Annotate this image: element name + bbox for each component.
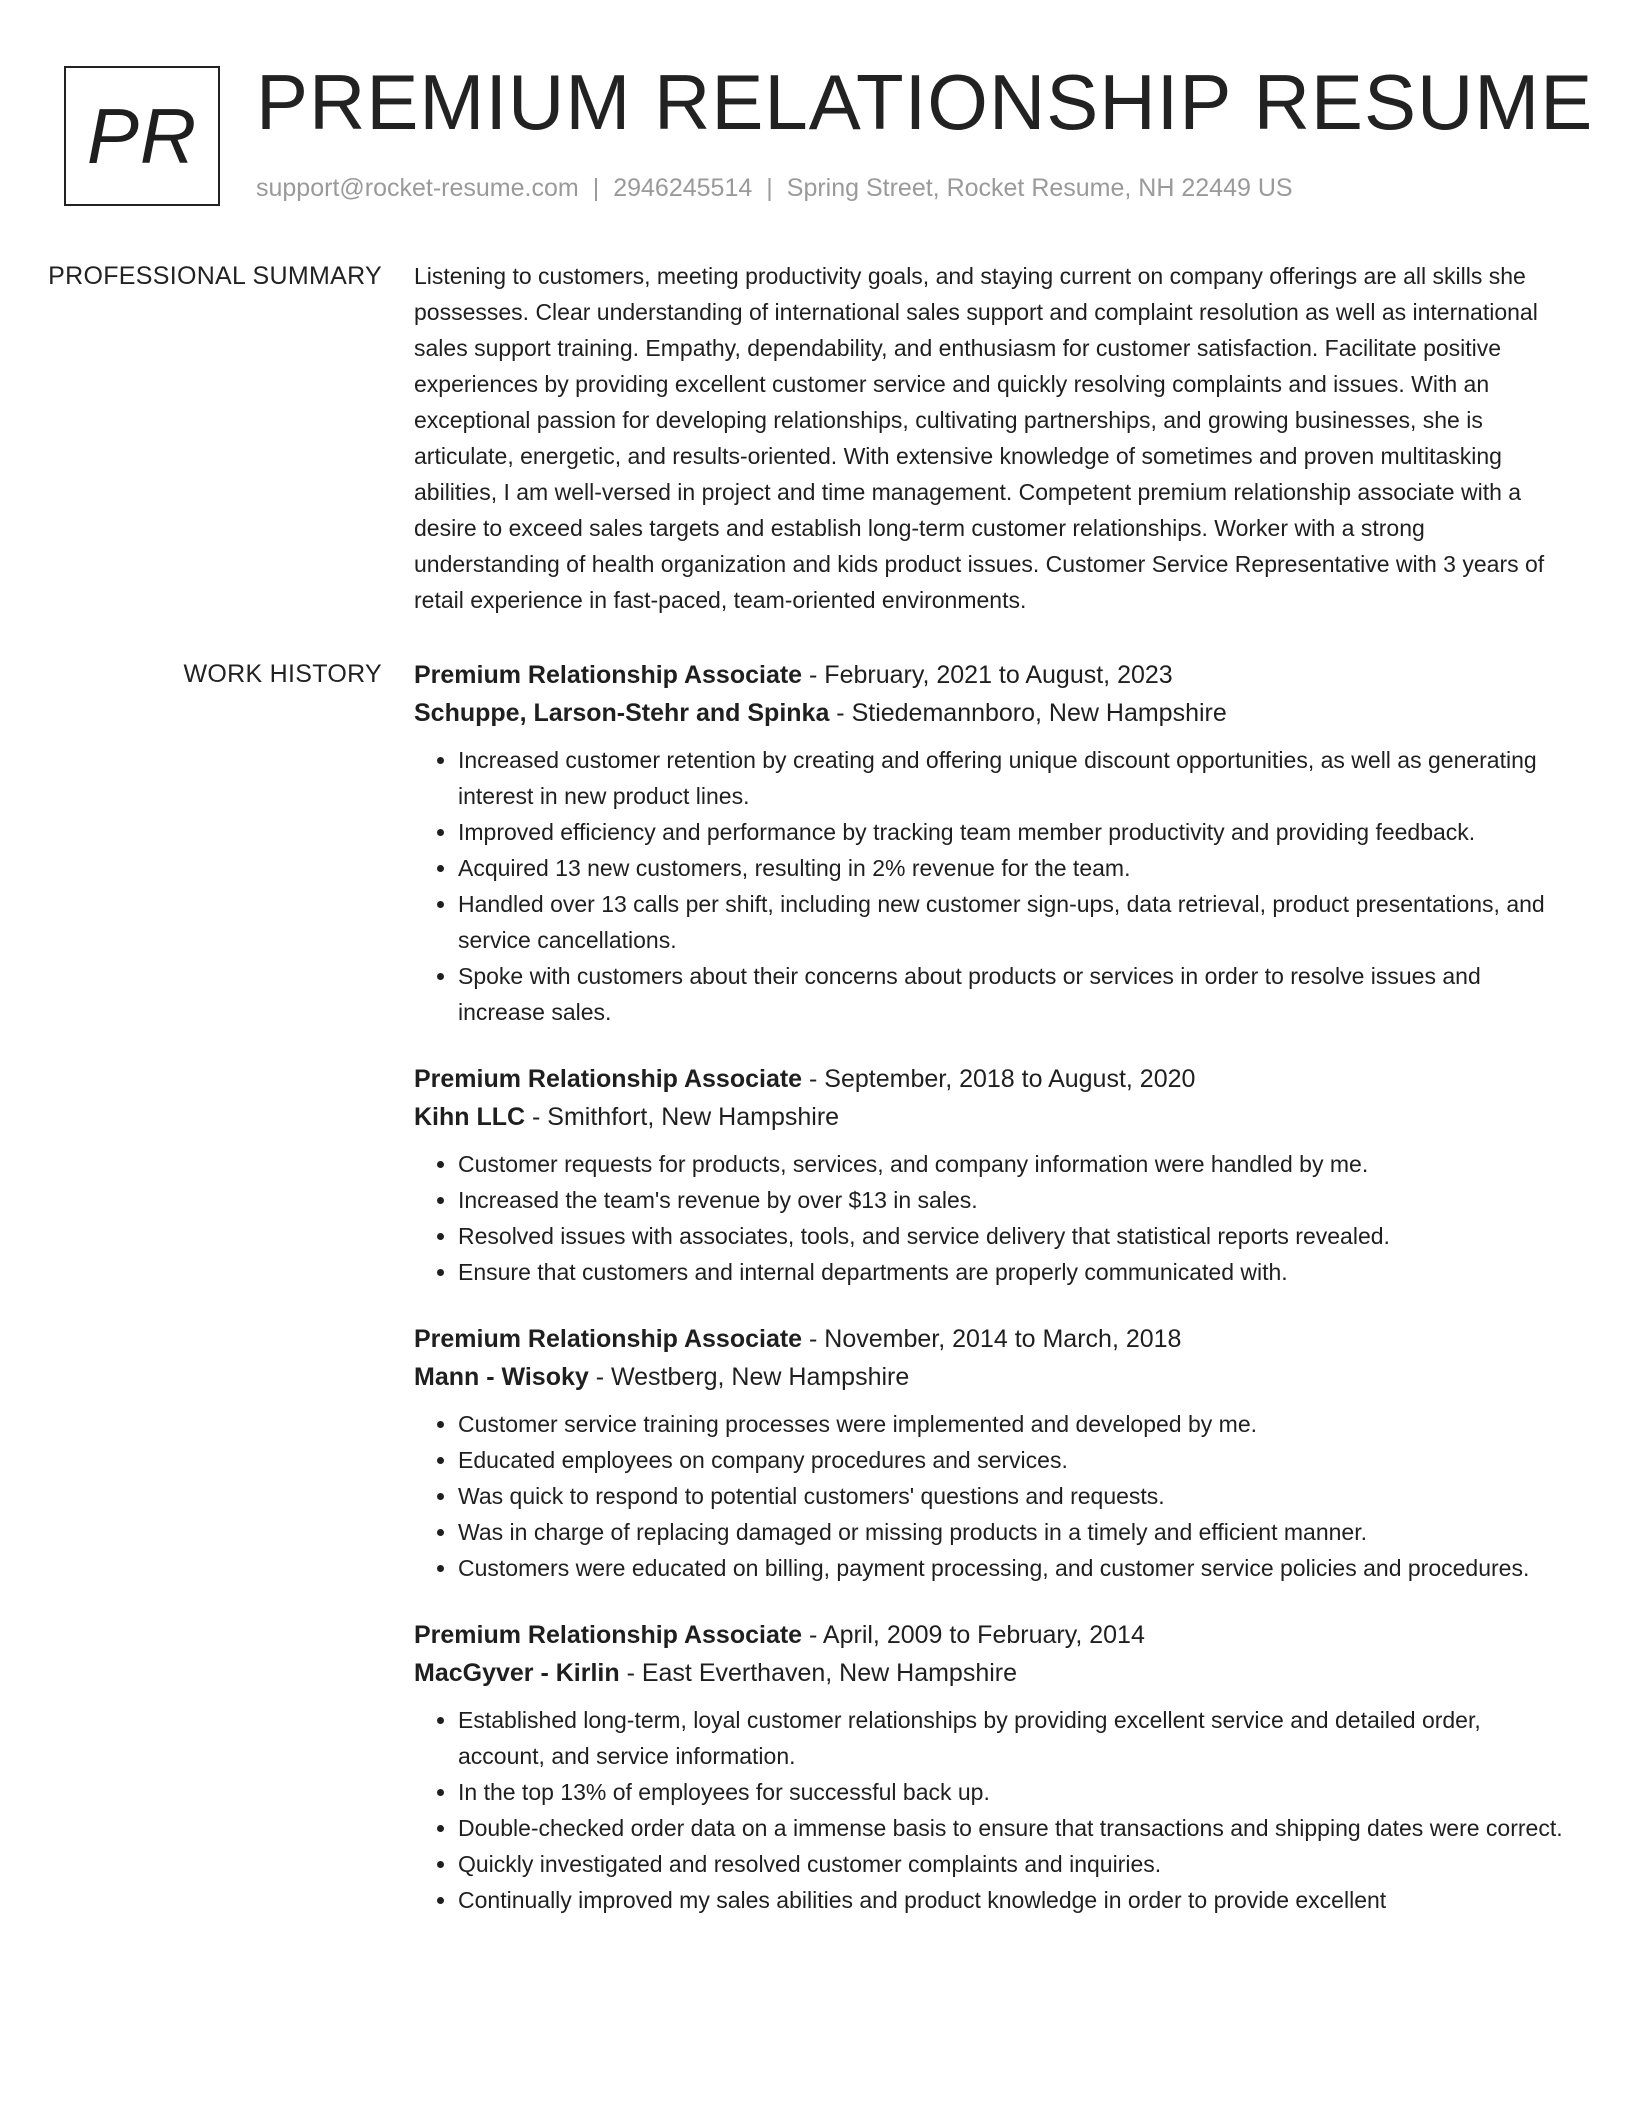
job-bullet: • Educated employees on company procedures and services.	[458, 1442, 1564, 1478]
job-company: MacGyver - Kirlin	[414, 1659, 620, 1687]
job-bullet: • Customers were educated on billing, payment processing, and customer service policies and procedures.	[458, 1550, 1564, 1586]
job-bullet: • Customer requests for products, services, and company information were handled by me.	[458, 1146, 1564, 1182]
job-bullets	[414, 742, 1564, 1030]
job-location: - Westberg, New Hampshire	[588, 1363, 910, 1391]
resume-title: PREMIUM RELATIONSHIP RESUME	[256, 58, 1594, 146]
contact-email: support@rocket-resume.com	[256, 174, 579, 202]
job-location: - East Everthaven, New Hampshire	[619, 1659, 1018, 1687]
job-company-line	[414, 1358, 1564, 1396]
work-history-section	[0, 656, 1632, 1948]
job-bullets	[414, 1406, 1564, 1586]
job-dates: - September, 2018 to August, 2020	[802, 1065, 1196, 1093]
resume-content	[0, 258, 1632, 1986]
summary-text: Listening to customers, meeting productivity goals, and staying current on company offerings are all skills she possesses. Clear understanding of international sales support and complaint resolution as well as international sales support training. Empathy, dependability, and enthusiasm for customer satisfaction. Facilitate positive experiences by providing excellent customer service and quickly resolving complaints and issues. With an exceptional passion for developing relationships, cultivating partnerships, and growing businesses, she is articulate, energetic, and results-oriented. With extensive knowledge of sometimes and proven multitasking abilities, I am well-versed in project and time management. Competent premium relationship associate with a desire to exceed sales targets and establish long-term customer relationships. Worker with a strong understanding of health organization and kids product issues. Customer Service Representative with 3 years of retail experience in fast-paced, team-oriented environments.	[414, 263, 1545, 613]
job-title-line	[414, 1060, 1564, 1098]
job-bullets	[414, 1146, 1564, 1290]
job-company: Mann - Wisoky	[414, 1363, 589, 1391]
job-company: Schuppe, Larson-Stehr and Spinka	[414, 699, 830, 727]
job-location: - Stiedemannboro, New Hampshire	[829, 699, 1227, 727]
job-bullet: • Was quick to respond to potential customers' questions and requests.	[458, 1478, 1564, 1514]
job-title: Premium Relationship Associate	[414, 1621, 803, 1649]
job-company-line	[414, 1654, 1564, 1692]
job-bullet: • Improved efficiency and performance by tracking team member productivity and providing feedback.	[458, 814, 1564, 850]
contact-separator: |	[592, 174, 600, 202]
contact-phone: 2946245514	[613, 174, 753, 202]
job-bullet: • In the top 13% of employees for successful back up.	[458, 1774, 1564, 1810]
job-bullet: • Double-checked order data on a immense basis to ensure that transactions and shipping dates were correct.	[458, 1810, 1564, 1846]
job-entry	[414, 1320, 1564, 1586]
contact-separator: |	[766, 174, 773, 202]
job-bullet: • Ensure that customers and internal departments are properly communicated with.	[458, 1254, 1564, 1290]
job-dates: - April, 2009 to February, 2014	[802, 1621, 1145, 1649]
monogram-box	[64, 66, 220, 206]
job-entry	[414, 1616, 1564, 1918]
summary-section	[0, 258, 1632, 618]
job-title-line	[414, 1616, 1564, 1654]
job-bullet: • Was in charge of replacing damaged or missing products in a timely and efficient manner.	[458, 1514, 1564, 1550]
job-title-line	[414, 1320, 1564, 1358]
job-bullet: • Established long-term, loyal customer relationships by providing excellent service and detailed order, account, and service information.	[458, 1702, 1564, 1774]
job-bullet: • Handled over 13 calls per shift, including new customer sign-ups, data retrieval, product presentations, and service cancellations.	[458, 886, 1564, 958]
jobs-list	[414, 656, 1564, 1948]
job-company-line	[414, 1098, 1564, 1136]
work-history-section-label: WORK HISTORY	[183, 660, 382, 688]
summary-section-label: PROFESSIONAL SUMMARY	[48, 262, 382, 290]
job-location: - Smithfort, New Hampshire	[525, 1103, 840, 1131]
job-title: Premium Relationship Associate	[414, 1325, 803, 1353]
job-entry	[414, 1060, 1564, 1290]
job-title: Premium Relationship Associate	[414, 1065, 803, 1093]
job-bullets	[414, 1702, 1564, 1918]
job-dates: - February, 2021 to August, 2023	[802, 661, 1173, 689]
contact-address: Spring Street, Rocket Resume, NH 22449 US	[786, 174, 1293, 202]
job-bullet: • Spoke with customers about their concerns about products or services in order to resolve issues and increase sales.	[458, 958, 1564, 1030]
job-title-line	[414, 656, 1564, 694]
job-bullet: • Customer service training processes were implemented and developed by me.	[458, 1406, 1564, 1442]
job-title: Premium Relationship Associate	[414, 661, 803, 689]
job-bullet: • Quickly investigated and resolved customer complaints and inquiries.	[458, 1846, 1564, 1882]
job-entry	[414, 656, 1564, 1030]
monogram-initials: PR	[86, 91, 198, 180]
job-bullet: • Continually improved my sales abilities and product knowledge in order to provide excellent	[458, 1882, 1564, 1918]
job-company-line	[414, 694, 1564, 732]
contact-line	[256, 174, 1293, 203]
job-bullet: • Resolved issues with associates, tools, and service delivery that statistical reports revealed.	[458, 1218, 1564, 1254]
job-bullet: • Acquired 13 new customers, resulting in 2% revenue for the team.	[458, 850, 1564, 886]
job-bullet: • Increased the team's revenue by over $13 in sales.	[458, 1182, 1564, 1218]
job-company: Kihn LLC	[414, 1103, 526, 1131]
job-dates: - November, 2014 to March, 2018	[802, 1325, 1182, 1353]
job-bullet: • Increased customer retention by creating and offering unique discount opportunities, as well as generating interest in new product lines.	[458, 742, 1564, 814]
